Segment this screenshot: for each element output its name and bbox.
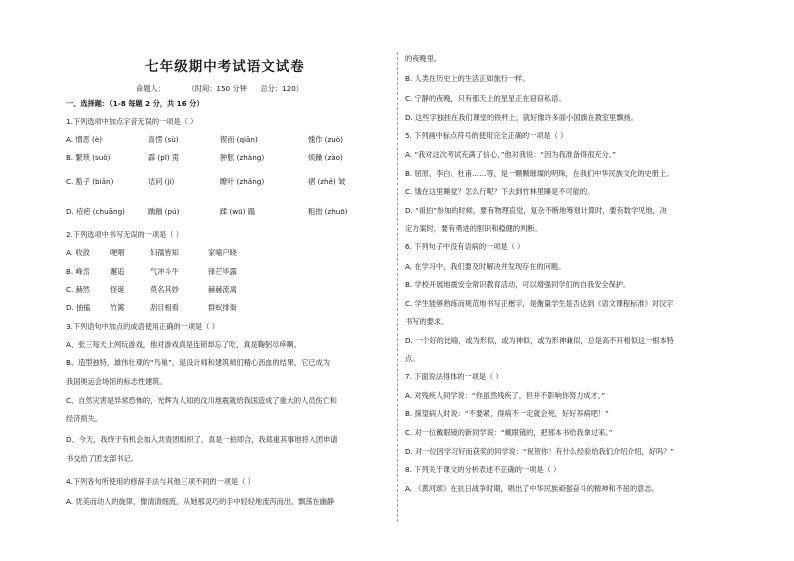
option-line: 我国奥运会场馆的标志性建筑。 [66, 377, 167, 386]
option: 霹 (pī) 雳 [148, 153, 180, 162]
question-stem: 3.下列语句中加点的成语使用正确的一项是（ ） [66, 322, 219, 331]
option: 群蚁排衙 [208, 303, 237, 312]
question-stem: 7. 下面说法得体的一项是（ ） [405, 372, 503, 381]
text-line: 点。 [405, 354, 420, 363]
option: 诘问 (jí) [148, 177, 175, 186]
section-heading: 一、选择题：（1-8 每题 2 分，共 16 分） [66, 99, 204, 108]
option-line: 书交给了团支部书记。 [66, 454, 138, 463]
text-line: D. 这些字独挂在我们课堂的铁杆上，就好像许多面小国旗在教室里飘扬。 [405, 113, 638, 122]
option: 气冲斗牛 [150, 267, 179, 276]
question-stem: 4.下列各句所使用的修辞手法与其他三项不同的一项是（ ） [66, 477, 255, 486]
option: 怪诞 [110, 285, 125, 294]
exam-info [136, 85, 396, 93]
text-line: B. 探望病人时说：“不要紧，得病不一定就会死，好好养病吧！” [405, 409, 609, 418]
option: 粗拙 (zhuō) [308, 207, 348, 216]
text-line: 定方案时，要有勇进的胆识和稳健的判断。 [405, 224, 542, 233]
option: C. 赫然 [66, 285, 90, 294]
option-line: A、张三每天上网玩游戏，他对游戏真是连锁却忘了吃，真是鞠躬尽瘁啊。 [66, 340, 301, 349]
option: A. 收敛 [66, 248, 90, 257]
option: D. 抽搐 [66, 303, 91, 312]
option: 哽咽 [110, 248, 125, 257]
option: 褶 (zhě) 皱 [308, 177, 346, 186]
option: 愧作 (zuò) [308, 135, 343, 144]
column-divider [397, 52, 398, 522]
option: 妇孺皆知 [150, 248, 179, 257]
question-stem: 6. 下列句子中没有语病的一项是（ ） [405, 242, 525, 251]
text-line: C. 饿在这里睡觉？怎么行呢？下去到竹林里睡是不可能的。 [405, 187, 595, 196]
option: 烦躁 (zào) [308, 153, 343, 162]
text-line: D. 一个好的比喻，或为形似，或为神似，或为形神兼似，总是高不开相似这一根本特 [405, 336, 674, 345]
text-line: C. 学生能够熟练而规范地书写正楷字，是衡量学生是否达到《语文课程标准》对汉字 [405, 299, 674, 308]
option: 赫赫流离 [208, 285, 237, 294]
text-line: A. 在学习中，我们要及时解决并发现存在的问题。 [405, 262, 566, 271]
option: 踽踽 (pú) [148, 207, 180, 216]
text-line: A. 《黄河颂》在抗日战争时期，唱出了中华民族顽强奋斗的精神和不屈的意志。 [405, 484, 659, 493]
text-line: D. 对一位因学习好而获奖的同学说：“祝贺你！有什么经验给我们介绍介绍，好吗？” [405, 447, 675, 456]
option: 刮目相看 [150, 303, 179, 312]
text-line: C. 宁静的夜晚，只有那天上的星星正在窃窃私语。 [405, 94, 566, 103]
text-line: D. “祖伯”参加的时候，要有物理直觉，复杂不断地筹划计算时，要有数学见地，决 [405, 206, 667, 215]
question-stem: 2.下列选项中书写无误的一项是（ ） [66, 230, 183, 239]
text-line: A. “我对这次考试充满了信心，”他对我说：“因为我准备得很充分。” [405, 150, 617, 159]
exam-title: 七年级期中考试语文试卷 [145, 59, 305, 75]
text-line: B. 学校开展地震安全常识教育活动，可以增强同学们的自我安全保护。 [405, 280, 631, 289]
option-line: B、造型独特，雄伟壮观的“鸟巢”，是设计师和建筑师们精心沥血的结果，它已成为 [66, 358, 330, 367]
option: 邂逅 [110, 267, 125, 276]
option: B. 峰峦 [66, 267, 90, 276]
text-line: B. 屈原、李白、杜甫……等，是一颗颗璀璨的明珠，在我们中华民族文化的史册上。 [405, 169, 674, 178]
option: A. 憎恶 (è) [66, 135, 103, 144]
option: B. 繁琐 (suǒ) [66, 153, 111, 162]
option: 莫名其妙 [150, 285, 179, 294]
option: 肿胀 (zhàng) [220, 153, 265, 162]
option: 竹篱 [110, 303, 125, 312]
option-line: C、自然灾害是异常恐怖的，光辉为人知的汶川地震就给我国造成了重大的人员伤亡和 [66, 396, 337, 405]
text-line: A. 对残疾人同学说：“你虽然残疾了，但并不影响你努力成才。” [405, 391, 606, 400]
option: 蹂 (wū) 蹋 [220, 207, 255, 216]
time-label: （时间：150 分钟 [187, 84, 247, 93]
option: D. 疮疤 (chuāng) [66, 207, 125, 216]
option-line: D、今天，我终于有机会加入共青团组织了，真是一拍即合，我郑重其事地将入团申请 [66, 435, 338, 444]
option: 喜愣 (sù) [148, 135, 179, 144]
question-stem: 5. 下列画中标点符号的使用完全正确的一项是（ ） [405, 131, 568, 140]
option: 锲而 (qiān) [220, 135, 258, 144]
question-stem: 1.下列选项中加点字音无误的一项是（ ） [66, 117, 198, 126]
option: 瞭叶 (zhǎng) [220, 177, 265, 186]
text-line: 的夜晚里。 [405, 54, 441, 63]
question-stem: 8. 下列关于课文的分析表述不正确的一项是（ ） [405, 465, 561, 474]
text-line: 书写的要求。 [405, 317, 449, 326]
text-line: B. 人类在历史上的生活正如旅行一样。 [405, 74, 530, 83]
text-line: C. 对一位戴眼镜的新同学说：“戴眼镜的，把那本书给我拿过来。” [405, 428, 613, 437]
option: 家喻户晓 [208, 248, 237, 257]
option-line: 经济损失。 [66, 414, 102, 423]
option: 锋芒毕露 [208, 267, 237, 276]
score-label: 总分：120） [260, 84, 303, 93]
option: C. 豁子 (biān) [66, 177, 114, 186]
option-line: A. 优美而动人的旋律，像清清细流，从她那灵巧的手中轻轻地流泻而出，飘荡在幽静 [66, 497, 335, 506]
author-label: 命题人： [136, 84, 165, 93]
